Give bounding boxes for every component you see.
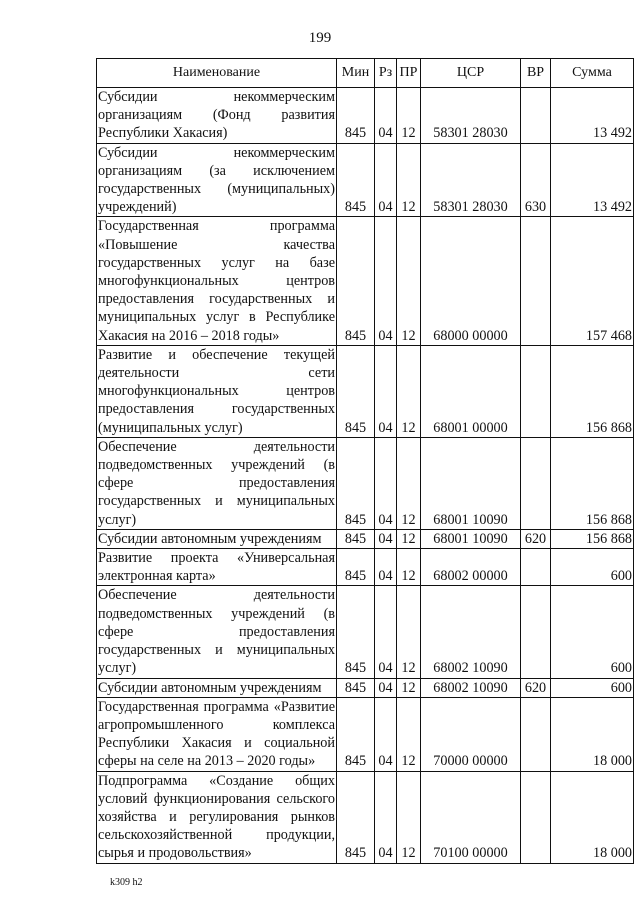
row-vr [521,697,551,771]
row-rz: 04 [375,678,397,697]
row-csr: 58301 28030 [421,143,521,217]
row-pr: 12 [397,529,421,548]
row-name: Субсидии некоммерческим организациям (Фонд развития Республики Хакасия) [98,89,335,142]
row-csr: 70000 00000 [421,697,521,771]
row-pr: 12 [397,345,421,437]
row-vr: 620 [521,678,551,697]
row-name: Субсидии автономным учреждениям [97,529,337,548]
row-vr [521,88,551,144]
row-rz: 04 [375,529,397,548]
row-min: 845 [337,586,375,678]
row-min: 845 [337,88,375,144]
row-rz: 04 [375,88,397,144]
row-min: 845 [337,549,375,586]
row-rz: 04 [375,697,397,771]
table-row [97,586,634,678]
row-pr: 12 [397,143,421,217]
table-row [97,143,634,217]
row-sum: 13 492 [551,143,634,217]
table-row [97,771,634,863]
row-min: 845 [337,143,375,217]
table-row [97,697,634,771]
row-vr [521,771,551,863]
row-vr [521,549,551,586]
row-sum: 156 868 [551,345,634,437]
row-vr: 620 [521,529,551,548]
row-name: Обеспечение деятельности подведомственных учреждений (в сфере предоставления государственных и муниципальных услуг) [98,587,335,677]
row-pr: 12 [397,88,421,144]
row-csr: 68000 00000 [421,217,521,345]
row-min: 845 [337,678,375,697]
table-row [97,437,634,529]
row-pr: 12 [397,771,421,863]
table-row [97,678,634,697]
row-sum: 18 000 [551,771,634,863]
row-sum: 156 868 [551,529,634,548]
page-number: 199 [308,30,332,46]
row-name: Развитие проекта «Универсальная электронная карта» [98,550,335,585]
row-min: 845 [337,345,375,437]
footer-code: k309 h2 [110,877,143,888]
row-rz: 04 [375,549,397,586]
table-row [97,549,634,586]
row-csr: 58301 28030 [421,88,521,144]
table-row [97,217,634,345]
row-vr [521,437,551,529]
row-rz: 04 [375,217,397,345]
row-csr: 68001 10090 [421,529,521,548]
table-header-row [97,59,634,88]
row-rz: 04 [375,586,397,678]
row-sum: 157 468 [551,217,634,345]
row-name: Обеспечение деятельности подведомственных учреждений (в сфере предоставления государственных и муниципальных услуг) [98,438,335,528]
row-csr: 68001 10090 [421,437,521,529]
row-sum: 600 [551,549,634,586]
row-min: 845 [337,217,375,345]
row-vr [521,217,551,345]
header-csr: ЦСР [421,59,521,88]
row-pr: 12 [397,549,421,586]
row-pr: 12 [397,586,421,678]
row-sum: 156 868 [551,437,634,529]
row-pr: 12 [397,217,421,345]
row-min: 845 [337,697,375,771]
row-name: Субсидии автономным учреждениям [97,678,337,697]
row-csr: 70100 00000 [421,771,521,863]
row-rz: 04 [375,771,397,863]
table-row [97,345,634,437]
row-name: Государственная программа «Повышение качества государственных услуг на базе многофункциональных центров предоставления государственных и муниципальных услуг в Республике Хакасия на 2016 – 2018 годы» [98,218,335,344]
row-sum: 600 [551,586,634,678]
row-name: Подпрограмма «Создание общих условий функционирования сельского хозяйства и регулирования рынков сельскохозяйственной продукции, сырья и продовольствия» [98,772,335,862]
budget-table [96,58,634,864]
row-rz: 04 [375,143,397,217]
header-name: Наименование [97,59,337,88]
row-sum: 13 492 [551,88,634,144]
row-vr [521,345,551,437]
header-vr: ВР [521,59,551,88]
row-csr: 68002 10090 [421,586,521,678]
row-csr: 68002 10090 [421,678,521,697]
table-row [97,529,634,548]
row-vr: 630 [521,143,551,217]
row-csr: 68002 00000 [421,549,521,586]
header-sum: Сумма [551,59,634,88]
row-csr: 68001 00000 [421,345,521,437]
row-name: Развитие и обеспечение текущей деятельности сети многофункциональных центров предоставления государственных (муниципальных услуг) [98,346,335,436]
row-rz: 04 [375,437,397,529]
table-row [97,88,634,144]
row-name: Субсидии некоммерческим организациям (за исключением государственных (муниципальных) учреждений) [98,144,335,216]
header-min: Мин [337,59,375,88]
row-sum: 18 000 [551,697,634,771]
row-pr: 12 [397,697,421,771]
row-name: Государственная программа «Развитие агропромышленного комплекса Республики Хакасия и социальной сферы на селе на 2013 – 2020 годы» [98,698,335,770]
row-sum: 600 [551,678,634,697]
row-min: 845 [337,771,375,863]
header-pr: ПР [397,59,421,88]
row-pr: 12 [397,437,421,529]
row-rz: 04 [375,345,397,437]
row-min: 845 [337,529,375,548]
row-vr [521,586,551,678]
row-min: 845 [337,437,375,529]
header-rz: Рз [375,59,397,88]
row-pr: 12 [397,678,421,697]
